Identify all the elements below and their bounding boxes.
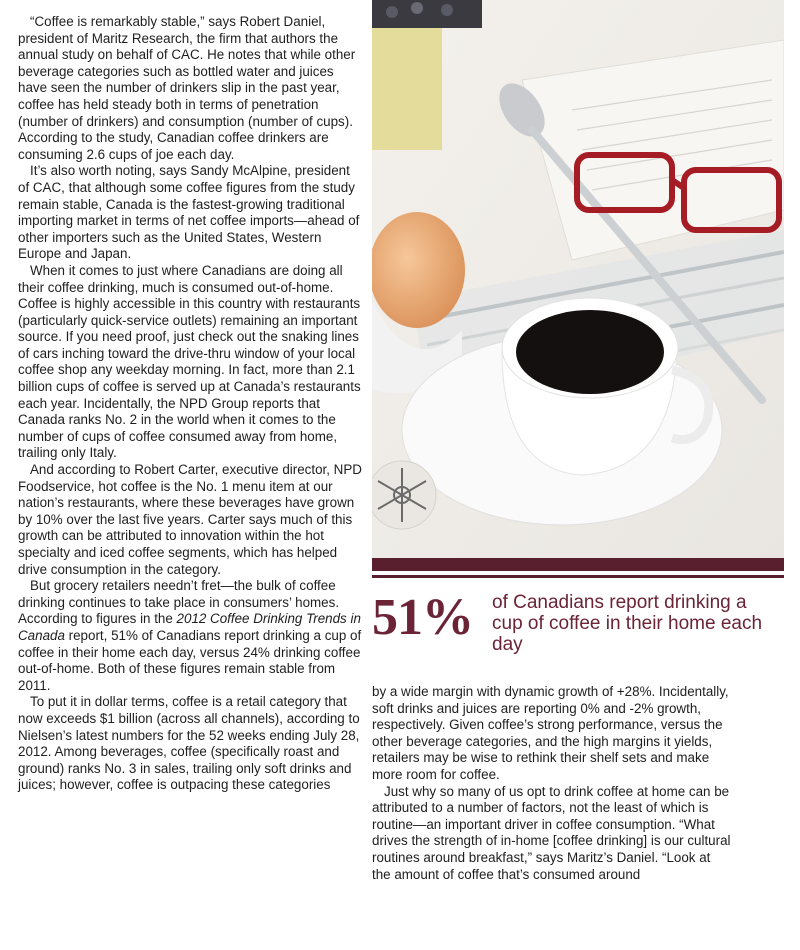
pull-quote-number: 51% (372, 589, 473, 646)
paragraph-4: And according to Robert Carter, executive director, NPD Foodservice, hot coffee is the No. 1 menu item at our nation’s restaurants, where these beverages have grown by 10% over the last five years. Carter says much of this growth can be attributed to innovation within the hot specialty and iced coffee segments, which has helped drive consumption in the category. (18, 462, 362, 577)
paragraph-8: Just why so many of us opt to drink coffee at home can be attributed to a number of factors, not the least of which is routine—an important driver in coffee consumption. “What drives the strength of in-home [coffee drinking] is our cultural routines around breakfast,” says Maritz’s Daniel. “Look at the amount of coffee that’s consumed around (372, 783, 731, 882)
paragraph-2: It’s also worth noting, says Sandy McAlpine, president of CAC, that although some coffee figures from the study remain stable, Canada is the fastest-growing traditional importing market in terms of net coffee imports—ahead of other importers such as the United States, Western Europe and Japan. (18, 163, 360, 262)
paragraph-5-after: report, 51% of Canadians report drinking a cup of coffee in their home each day, versus 24% drinking coffee out-of-home. Both of these figures remain stable from 2011. (18, 627, 362, 693)
coffee-photo (372, 0, 784, 558)
pull-quote-text: of Canadians report drinking a cup of coffee in their home each day (492, 592, 763, 655)
paragraph-5-before: But grocery retailers needn’t fret—the bulk of coffee drinking continues to take place in consumers’ homes. According to figures in the (18, 578, 340, 627)
paragraph-5 (18, 578, 364, 694)
paragraph-3: When it comes to just where Canadians are doing all their coffee drinking, much is consumed out-of-home. Coffee is highly accessible in this country with restaurants (particularly quick-service outlets) remaining an important source. If you need proof, just check out the snaking lines of cars inching toward the drive-thru window of your local coffee shop any weekday morning. In fact, more than 2.1 billion cups of coffee is served up at Canada’s restaurants each year. Incidentally, the NPD Group reports that Canada ranks No. 2 in the world when it comes to the number of cups of coffee consumed away from home, trailing only Italy. (18, 262, 361, 461)
divider-thin (372, 575, 784, 578)
paragraph-1: “Coffee is remarkably stable,” says Robert Daniel, president of Maritz Research, the firm that authors the annual study on behalf of CAC. He notes that while other beverage categories such as bottled water and juices have seen the number of drinkers slip in the past year, coffee has held steady both in terms of penetration (number of drinkers) and consumption (number of cups). According to the study, Canadian coffee drinkers are consuming 2.6 cups of joe each day. (18, 14, 356, 162)
right-column (372, 684, 732, 883)
paragraph-6: To put it in dollar terms, coffee is a retail category that now exceeds $1 billion (across all channels), according to Nielsen’s latest numbers for the 52 weeks ending July 28, 2012. Among beverages, coffee (specifically roast and ground) ranks No. 3 in sales, trailing only soft drinks and juices; however, coffee is outpacing these categories (18, 694, 360, 793)
left-column (18, 14, 364, 794)
paragraph-7: by a wide margin with dynamic growth of +28%. Incidentally, soft drinks and juices are reporting 0% and -2% growth, respectively. Given coffee’s strong performance, versus the other beverage categories, and the high margins it yields, retailers may be wise to rethink their shelf sets and make more room for coffee. (372, 684, 729, 782)
divider-thick (372, 558, 784, 571)
pull-quote (372, 584, 784, 664)
report-title: 2012 Coffee Drinking Trends in Canada (18, 611, 361, 643)
coffee-photo-illustration (372, 0, 784, 558)
